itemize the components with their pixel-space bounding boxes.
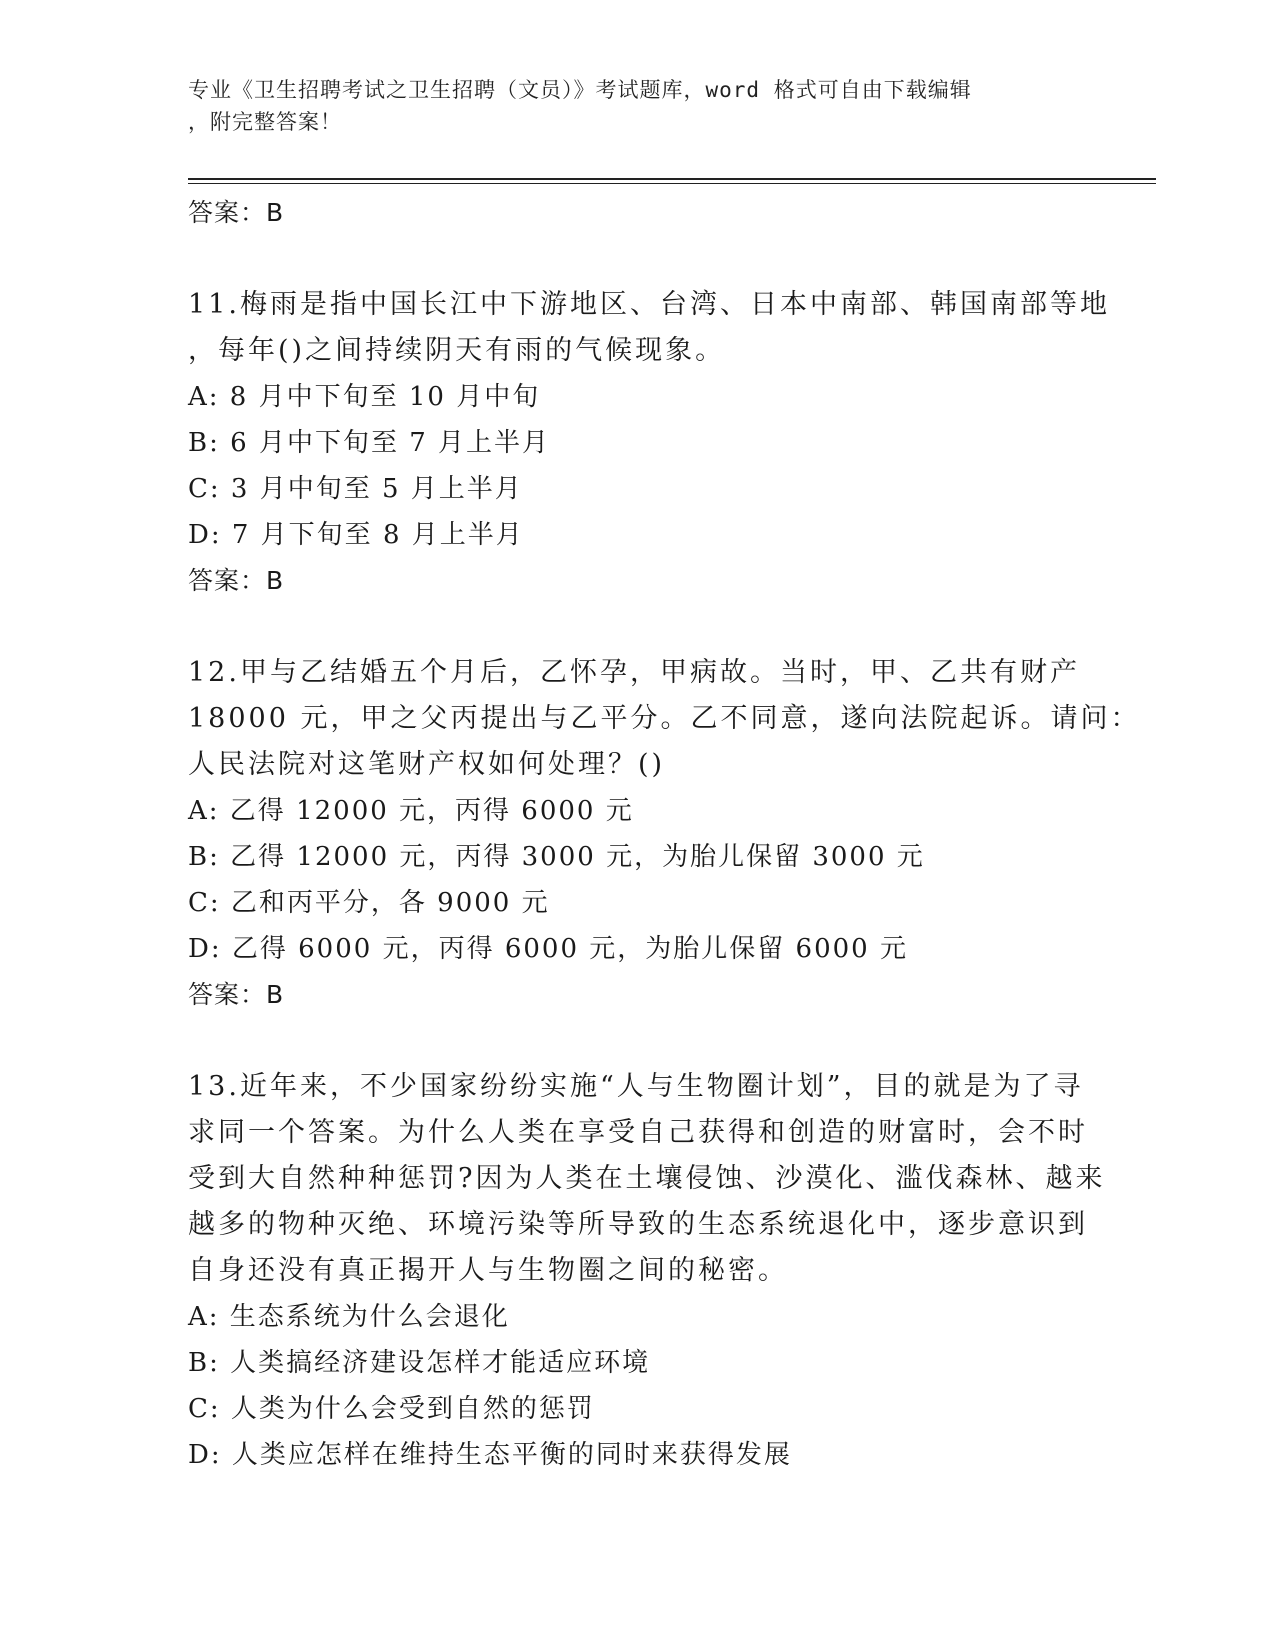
question-text-line: ，每年()之间持续阴天有雨的气候现象。 — [188, 335, 726, 366]
question-11 — [188, 282, 1110, 604]
answer-line: 答案：B — [188, 980, 285, 1009]
option-d: D: 乙得 6000 元，丙得 6000 元，为胎儿保留 6000 元 — [188, 934, 908, 964]
option-d: D: 7 月下旬至 8 月上半月 — [188, 520, 524, 550]
option-a: A: 生态系统为什么会退化 — [188, 1302, 510, 1332]
option-c: C: 人类为什么会受到自然的惩罚 — [188, 1394, 595, 1424]
question-text-line: 人民法院对这笔财产权如何处理？() — [188, 749, 666, 780]
option-d: D: 人类应怎样在维持生态平衡的同时来获得发展 — [188, 1440, 792, 1470]
question-12 — [188, 650, 1141, 1018]
question-text-line: 13.近年来，不少国家纷纷实施“人与生物圈计划”，目的就是为了寻 — [188, 1071, 1084, 1102]
option-b: B: 人类搞经济建设怎样才能适应环境 — [188, 1348, 651, 1378]
question-text-line: 求同一个答案。为什么人类在享受自己获得和创造的财富时，会不时 — [188, 1117, 1088, 1148]
document-header — [188, 74, 1068, 138]
question-text-line: 受到大自然种种惩罚?因为人类在土壤侵蚀、沙漠化、滥伐森林、越来 — [188, 1163, 1106, 1194]
header-divider — [188, 178, 1156, 180]
option-a: A: 乙得 12000 元，丙得 6000 元 — [188, 796, 634, 826]
header-divider-thin — [188, 183, 1156, 184]
option-a: A: 8 月中下旬至 10 月中旬 — [188, 382, 541, 412]
spacer — [188, 236, 1088, 282]
option-b: B: 乙得 12000 元，丙得 3000 元，为胎儿保留 3000 元 — [188, 842, 925, 872]
spacer — [188, 604, 1088, 650]
question-text-line: 越多的物种灭绝、环境污染等所导致的生态系统退化中，逐步意识到 — [188, 1209, 1088, 1240]
answer-line: 答案：B — [188, 566, 285, 595]
header-line-2: ，附完整答案！ — [188, 110, 342, 134]
option-c: C: 3 月中旬至 5 月上半月 — [188, 474, 523, 504]
previous-answer: 答案：B — [188, 198, 285, 227]
spacer — [188, 1018, 1088, 1064]
option-c: C: 乙和丙平分，各 9000 元 — [188, 888, 550, 918]
question-13 — [188, 1064, 1106, 1478]
question-text-line: 11.梅雨是指中国长江中下游地区、台湾、日本中南部、韩国南部等地 — [188, 289, 1110, 320]
option-b: B: 6 月中下旬至 7 月上半月 — [188, 428, 551, 458]
question-text-line: 12.甲与乙结婚五个月后，乙怀孕，甲病故。当时，甲、乙共有财产 — [188, 657, 1080, 688]
question-text-line: 自身还没有真正揭开人与生物圈之间的秘密。 — [188, 1255, 788, 1286]
header-line-1: 专业《卫生招聘考试之卫生招聘（文员）》考试题库，word 格式可自由下载编辑 — [188, 78, 972, 102]
question-list — [188, 190, 1141, 1478]
question-text-line: 18000 元，甲之父丙提出与乙平分。乙不同意，遂向法院起诉。请问： — [188, 703, 1141, 734]
